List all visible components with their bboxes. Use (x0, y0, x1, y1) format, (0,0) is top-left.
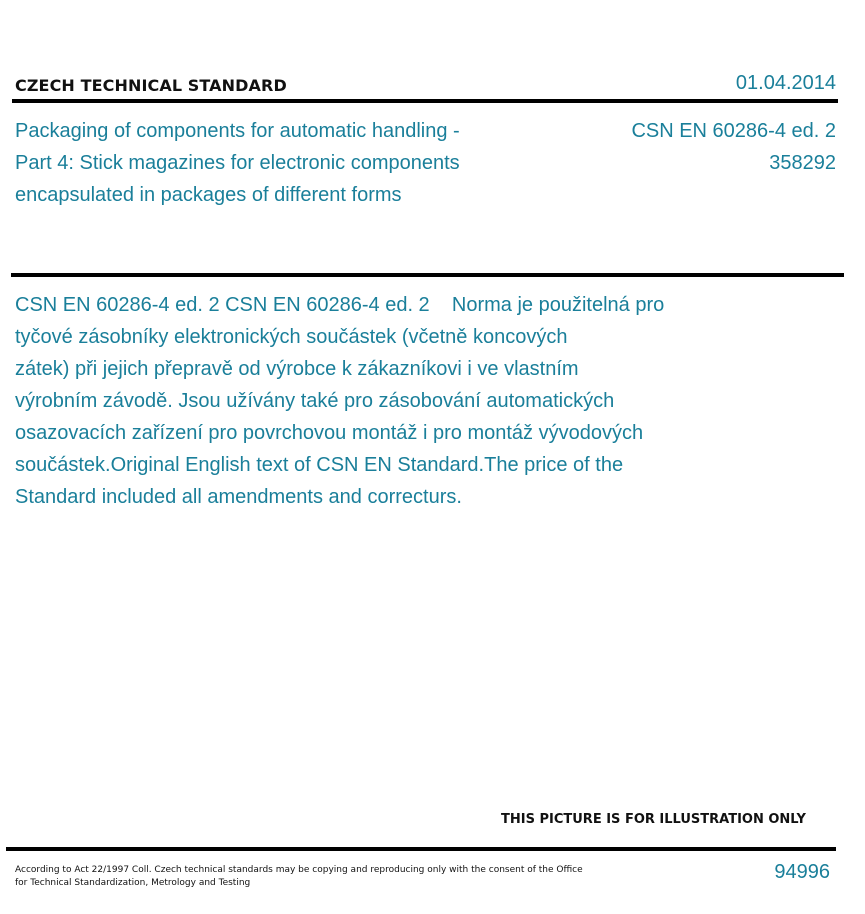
description-line: Standard included all amendments and correcturs. (15, 486, 462, 508)
standard-code: CSN EN 60286-4 ed. 2 (631, 120, 836, 142)
top-divider (12, 99, 838, 103)
description-line: zátek) při jejich přepravě od výrobce k zákazníkovi i ve vlastním (15, 358, 579, 380)
standard-number: 358292 (769, 152, 836, 174)
description-line: součástek.Original English text of CSN EN Standard.The price of the (15, 454, 624, 476)
standard-description (15, 289, 715, 513)
legal-notice (15, 864, 583, 890)
standard-title-line: encapsulated in packages of different forms (15, 184, 402, 206)
description-line: CSN EN 60286-4 ed. 2 CSN EN 60286-4 ed. 2 Norma je použitelná pro (15, 294, 665, 316)
legal-line: According to Act 22/1997 Coll. Czech technical standards may be copying and reproducing only with the consent of the Office (15, 865, 583, 875)
description-line: tyčové zásobníky elektronických součástek (včetně koncových (15, 326, 568, 348)
bottom-divider (6, 847, 836, 851)
description-line: výrobním závodě. Jsou užívány také pro zásobování automatických (15, 390, 615, 412)
catalog-number: 94996 (774, 861, 830, 883)
standard-title-line: Part 4: Stick magazines for electronic components (15, 152, 460, 174)
document-heading: CZECH TECHNICAL STANDARD (15, 76, 287, 95)
illustration-notice: THIS PICTURE IS FOR ILLUSTRATION ONLY (501, 812, 806, 827)
standard-identifiers (631, 115, 836, 179)
standard-title (15, 115, 535, 211)
description-line: osazovacích zařízení pro povrchovou montáž i pro montáž vývodových (15, 422, 644, 444)
legal-line: for Technical Standardization, Metrology and Testing (15, 878, 251, 888)
middle-divider (11, 273, 844, 277)
standard-title-line: Packaging of components for automatic handling - (15, 120, 460, 142)
publication-date: 01.04.2014 (735, 72, 836, 94)
